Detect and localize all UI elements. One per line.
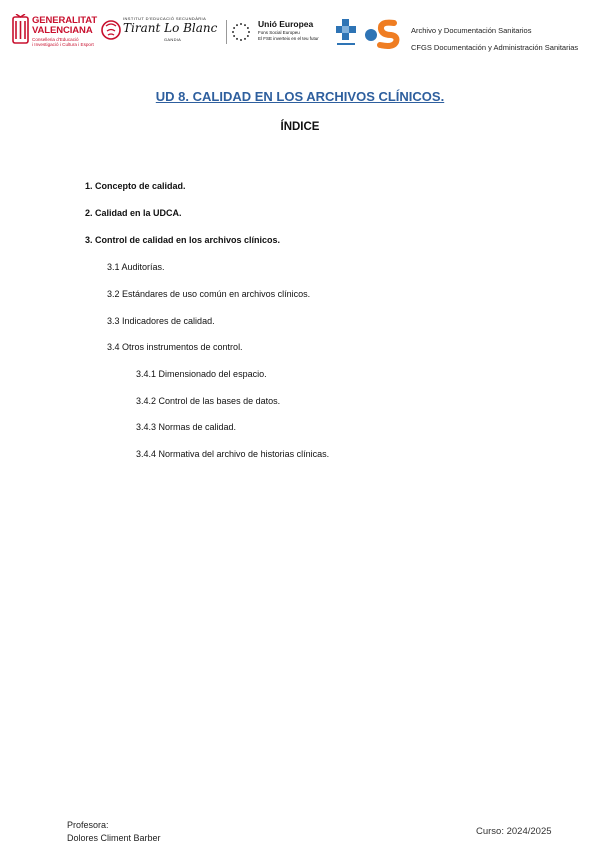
health-school-logo: [336, 17, 402, 49]
eu-name: Unió Europea: [258, 19, 314, 29]
eu-stars-icon: [231, 22, 251, 42]
course-year: Curso: 2024/2025: [476, 826, 552, 837]
eu-logo: [231, 18, 331, 46]
department-line-1: Archivo y Documentación Sanitarios: [411, 26, 532, 35]
eu-subtitle-1: Fons Social Europeu: [258, 30, 300, 35]
toc-item-3-4-3: 3.4.3 Normas de calidad.: [136, 422, 237, 432]
tirant-name: Tirant Lo Blanc: [123, 21, 218, 35]
toc-item-3-4-1: 3.4.1 Dimensionado del espacio.: [136, 369, 267, 379]
department-line-2: CFGS Documentación y Administración Sanitarias: [411, 43, 579, 52]
tirant-emblem-icon: [101, 19, 121, 41]
eu-subtitle-2: El FSE inverteix en el teu futur: [258, 36, 319, 41]
teacher-name: Dolores Climent Barber: [67, 833, 161, 843]
department-info: [411, 22, 578, 56]
teacher-label: Profesora:: [67, 820, 109, 830]
header-divider: [226, 20, 227, 44]
tirant-city: GANDIA: [164, 37, 182, 42]
health-cross-icon: [336, 17, 402, 49]
tirant-top-text: INSTITUT D'EDUCACIÓ SECUNDÀRIA: [123, 16, 207, 21]
page-header: [0, 0, 600, 60]
tirant-lo-blanc-logo: [101, 16, 223, 46]
toc-item-3: 3. Control de calidad en los archivos clínicos.: [85, 235, 281, 245]
generalitat-name: GENERALITAT VALENCIANA: [32, 15, 98, 36]
toc-item-3-1: 3.1 Auditorías.: [107, 262, 165, 272]
teacher-info: [67, 819, 161, 845]
index-heading: ÍNDICE: [280, 121, 320, 133]
generalitat-emblem-icon: [12, 14, 29, 46]
page-title: UD 8. CALIDAD EN LOS ARCHIVOS CLÍNICOS.: [155, 89, 445, 104]
generalitat-logo: [12, 14, 98, 48]
toc-item-2: 2. Calidad en la UDCA.: [85, 208, 182, 218]
toc-item-3-3: 3.3 Indicadores de calidad.: [107, 316, 215, 326]
toc-item-3-4-4: 3.4.4 Normativa del archivo de historias clínicas.: [136, 449, 330, 459]
toc-item-1: 1. Concepto de calidad.: [85, 181, 186, 191]
toc-item-3-2: 3.2 Estándares de uso común en archivos clínicos.: [107, 289, 311, 299]
toc-item-3-4: 3.4 Otros instrumentos de control.: [107, 342, 243, 352]
generalitat-subtitle: Conselleria d'Educació i Investigació i Cultura i Esport: [32, 37, 94, 47]
toc-item-3-4-2: 3.4.2 Control de las bases de datos.: [136, 396, 281, 406]
